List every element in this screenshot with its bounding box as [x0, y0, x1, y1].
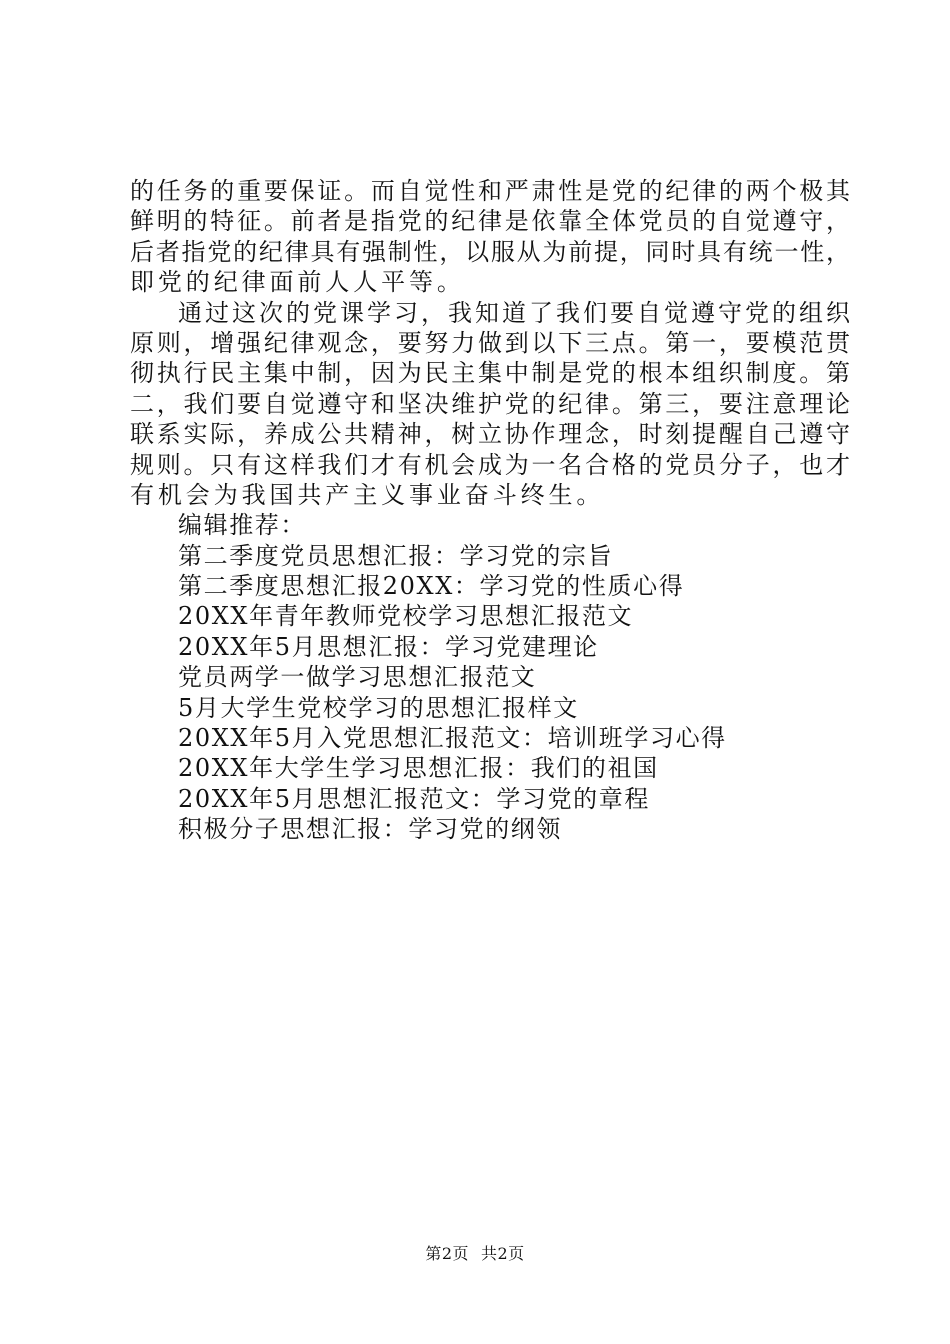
text-line: 即党的纪律面前人人平等。 [130, 268, 465, 297]
text-line: 通过这次的党课学习，我知道了我们要自觉遵守党的组织 [178, 298, 850, 327]
text-line: 彻执行民主集中制，因为民主集中制是党的根本组织制度。第 [130, 359, 850, 388]
recommended-link[interactable]: 20XX年青年教师党校学习思想汇报范文 [178, 602, 634, 631]
recommended-link[interactable]: 第二季度党员思想汇报：学习党的宗旨 [178, 541, 614, 570]
text-line: 鲜明的特征。前者是指党的纪律是依靠全体党员的自觉遵守， [130, 207, 850, 236]
recommended-link[interactable]: 20XX年大学生学习思想汇报：我们的祖国 [178, 754, 659, 783]
paragraph-party-course [130, 298, 850, 511]
page-footer [0, 1244, 950, 1264]
text-line: 后者指党的纪律具有强制性，以服从为前提，同时具有统一性， [130, 237, 850, 266]
recommended-link[interactable]: 20XX年5月思想汇报：学习党建理论 [178, 632, 599, 661]
text-line: 原则，增强纪律观念，要努力做到以下三点。第一，要模范贯 [130, 328, 850, 357]
recommended-link[interactable]: 5月大学生党校学习的思想汇报样文 [178, 693, 579, 722]
paragraph-discipline [130, 176, 850, 298]
recommended-link[interactable]: 第二季度思想汇报20XX：学习党的性质心得 [178, 572, 685, 601]
recommended-link[interactable]: 党员两学一做学习思想汇报范文 [178, 663, 537, 692]
document-body [130, 176, 850, 845]
text-line: 的任务的重要保证。而自觉性和严肃性是党的纪律的两个极其 [130, 177, 850, 205]
recommended-section [130, 510, 850, 844]
text-line: 联系实际，养成公共精神，树立协作理念，时刻提醒自己遵守 [130, 420, 850, 449]
page-total: 共2页 [481, 1244, 525, 1263]
recommended-link[interactable]: 20XX年5月思想汇报范文：学习党的章程 [178, 784, 650, 813]
text-line: 规则。只有这样我们才有机会成为一名合格的党员分子，也才 [130, 450, 850, 479]
recommended-link[interactable]: 20XX年5月入党思想汇报范文：培训班学习心得 [178, 724, 727, 753]
text-line: 二，我们要自觉遵守和坚决维护党的纪律。第三，要注意理论 [130, 389, 850, 418]
text-line: 有机会为我国共产主义事业奋斗终生。 [130, 480, 605, 509]
page-number: 第2页 [425, 1244, 469, 1263]
recommended-heading: 编辑推荐： [178, 511, 306, 540]
recommended-link[interactable]: 积极分子思想汇报：学习党的纲领 [178, 815, 562, 844]
